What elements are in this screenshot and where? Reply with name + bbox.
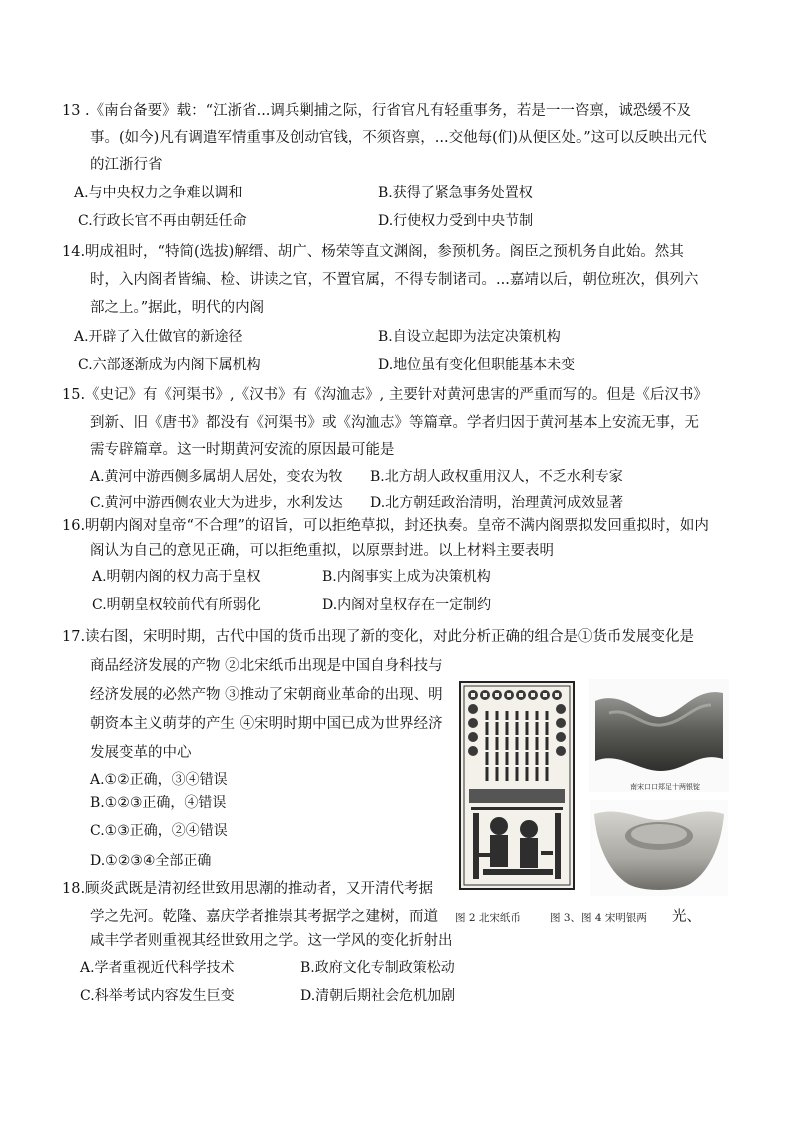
q18-line-2: 学之先河。乾隆、嘉庆学者推崇其考据学之建树，而道 bbox=[90, 909, 438, 925]
q17-option-a: A.①②正确，③④错误 bbox=[90, 772, 228, 788]
figure-3-4-caption: 图 3、图 4 宋明银两 bbox=[550, 912, 647, 924]
q14-line-3: 部之上。”据此，明代的内阁 bbox=[90, 300, 265, 316]
q17-line-1: 17.读右图，宋明时期，古代中国的货币出现了新的变化，对此分析正确的组合是①货币发展变化是 bbox=[62, 629, 695, 645]
q13-option-c: C.行政长官不再由朝廷任命 bbox=[78, 213, 247, 229]
figure-2-caption: 图 2 北宋纸币 bbox=[455, 912, 521, 924]
q17-option-c: C.①③正确，②④错误 bbox=[90, 823, 228, 839]
q18-option-a: A.学者重视近代科学技术 bbox=[80, 960, 235, 976]
paper-money-woodcut-icon bbox=[459, 681, 575, 890]
song-paper-money-image bbox=[459, 681, 575, 890]
q15-option-a: A.黄河中游西侧多属胡人居处，变农为牧 bbox=[90, 469, 343, 485]
q17-option-d: D.①②③④全部正确 bbox=[90, 853, 212, 869]
q15-line-2: 到新、旧《唐书》都没有《河渠书》或《沟洫志》等篇章。学者归因于黄河基本上安流无事，无 bbox=[90, 415, 699, 431]
q17-option-b: B.①②③正确，④错误 bbox=[90, 795, 227, 811]
q14-option-d: D.地位虽有变化但职能基本未变 bbox=[378, 357, 576, 373]
q16-option-d: D.内阁对皇权存在一定制约 bbox=[322, 597, 492, 613]
q14-option-a: A.开辟了入仕做官的新途径 bbox=[74, 329, 243, 345]
q13-line-1: 13 .《南台备要》载：“江浙省...调兵剿捕之际，行省官凡有轻重事务，若是一一咨禀，诚恐缓不及 bbox=[62, 103, 691, 119]
q13-option-a: A.与中央权力之争难以调和 bbox=[74, 185, 243, 201]
q16-line-2: 阁认为自己的意见正确，可以拒绝重拟，以原票封进。以上材料主要表明 bbox=[90, 543, 554, 559]
q18-option-c: C.科举考试内容发生巨变 bbox=[80, 988, 235, 1004]
q13-line-3: 的江浙行省 bbox=[90, 157, 163, 173]
q15-option-d: D.北方朝廷政治清明，治理黄河成效显著 bbox=[370, 495, 624, 511]
q14-option-b: B.自设立起即为法定决策机构 bbox=[378, 329, 561, 345]
q18-line-3: 咸丰学者则重视其经世致用之学。这一学风的变化折射出 bbox=[90, 933, 453, 949]
q14-line-1: 14.明成祖时，“特简(选拔)解缙、胡广、杨荣等直文渊阁，参预机务。阁臣之预机务自此始。然其 bbox=[62, 244, 684, 260]
q16-line-1: 16.明朝内阁对皇帝“不合理”的诏旨，可以拒绝草拟，封还执奏。皇帝不满内阁票拟发回重拟时，如内 bbox=[62, 518, 709, 534]
q17-line-3: 经济发展的必然产物 ③推动了宋朝商业革命的出现、明 bbox=[90, 687, 443, 703]
q18-option-d: D.清朝后期社会危机加剧 bbox=[300, 988, 456, 1004]
q17-line-5: 发展变革的中心 bbox=[90, 745, 192, 761]
q16-option-b: B.内阁事实上成为决策机构 bbox=[322, 569, 491, 585]
q14-line-2: 时，入内阁者皆编、检、讲读之官，不置官属，不得专制诸司。...嘉靖以后，朝位班次，俱列六 bbox=[90, 272, 699, 288]
ming-silver-sycee-image bbox=[590, 800, 728, 896]
q16-option-a: A.明朝内阁的权力高于皇权 bbox=[92, 569, 261, 585]
q18-line-2-tail: 光、 bbox=[672, 909, 701, 925]
q15-option-b: B.北方胡人政权重用汉人，不乏水利专家 bbox=[370, 469, 623, 485]
ingot-caption: 南宋口口郑足十两银锭 bbox=[630, 783, 700, 791]
q13-option-b: B.获得了紧急事务处置权 bbox=[378, 185, 533, 201]
song-silver-ingot-image bbox=[589, 679, 729, 792]
q13-option-d: D.行使权力受到中央节制 bbox=[378, 213, 534, 229]
q18-option-b: B.政府文化专制政策松动 bbox=[300, 960, 455, 976]
q15-option-c: C.黄河中游西侧农业大为进步，水利发达 bbox=[90, 495, 343, 511]
q13-line-2: 事。(如今)凡有调遣军情重事及创动官钱，不须咨禀，...交他每(们)从便区处。”这可以反映出元代 bbox=[90, 130, 707, 146]
silver-ingot-icon bbox=[589, 679, 729, 792]
q15-line-1: 15.《史记》有《河渠书》,《汉书》有《沟洫志》, 主要针对黄河患害的严重而写的。但是《后汉书》 bbox=[62, 387, 708, 403]
q18-line-1: 18.顾炎武既是清初经世致用思潮的推动者，又开清代考据 bbox=[62, 881, 434, 897]
q14-option-c: C.六部逐渐成为内阁下属机构 bbox=[78, 357, 261, 373]
q17-line-4: 朝资本主义萌芽的产生 ④宋明时期中国已成为世界经济 bbox=[90, 716, 443, 732]
q16-option-c: C.明朝皇权较前代有所弱化 bbox=[92, 597, 261, 613]
silver-sycee-icon bbox=[590, 800, 728, 896]
q15-line-3: 需专辟篇章。这一时期黄河安流的原因最可能是 bbox=[90, 442, 395, 458]
q17-line-2: 商品经济发展的产物 ②北宋纸币出现是中国自身科技与 bbox=[90, 658, 443, 674]
